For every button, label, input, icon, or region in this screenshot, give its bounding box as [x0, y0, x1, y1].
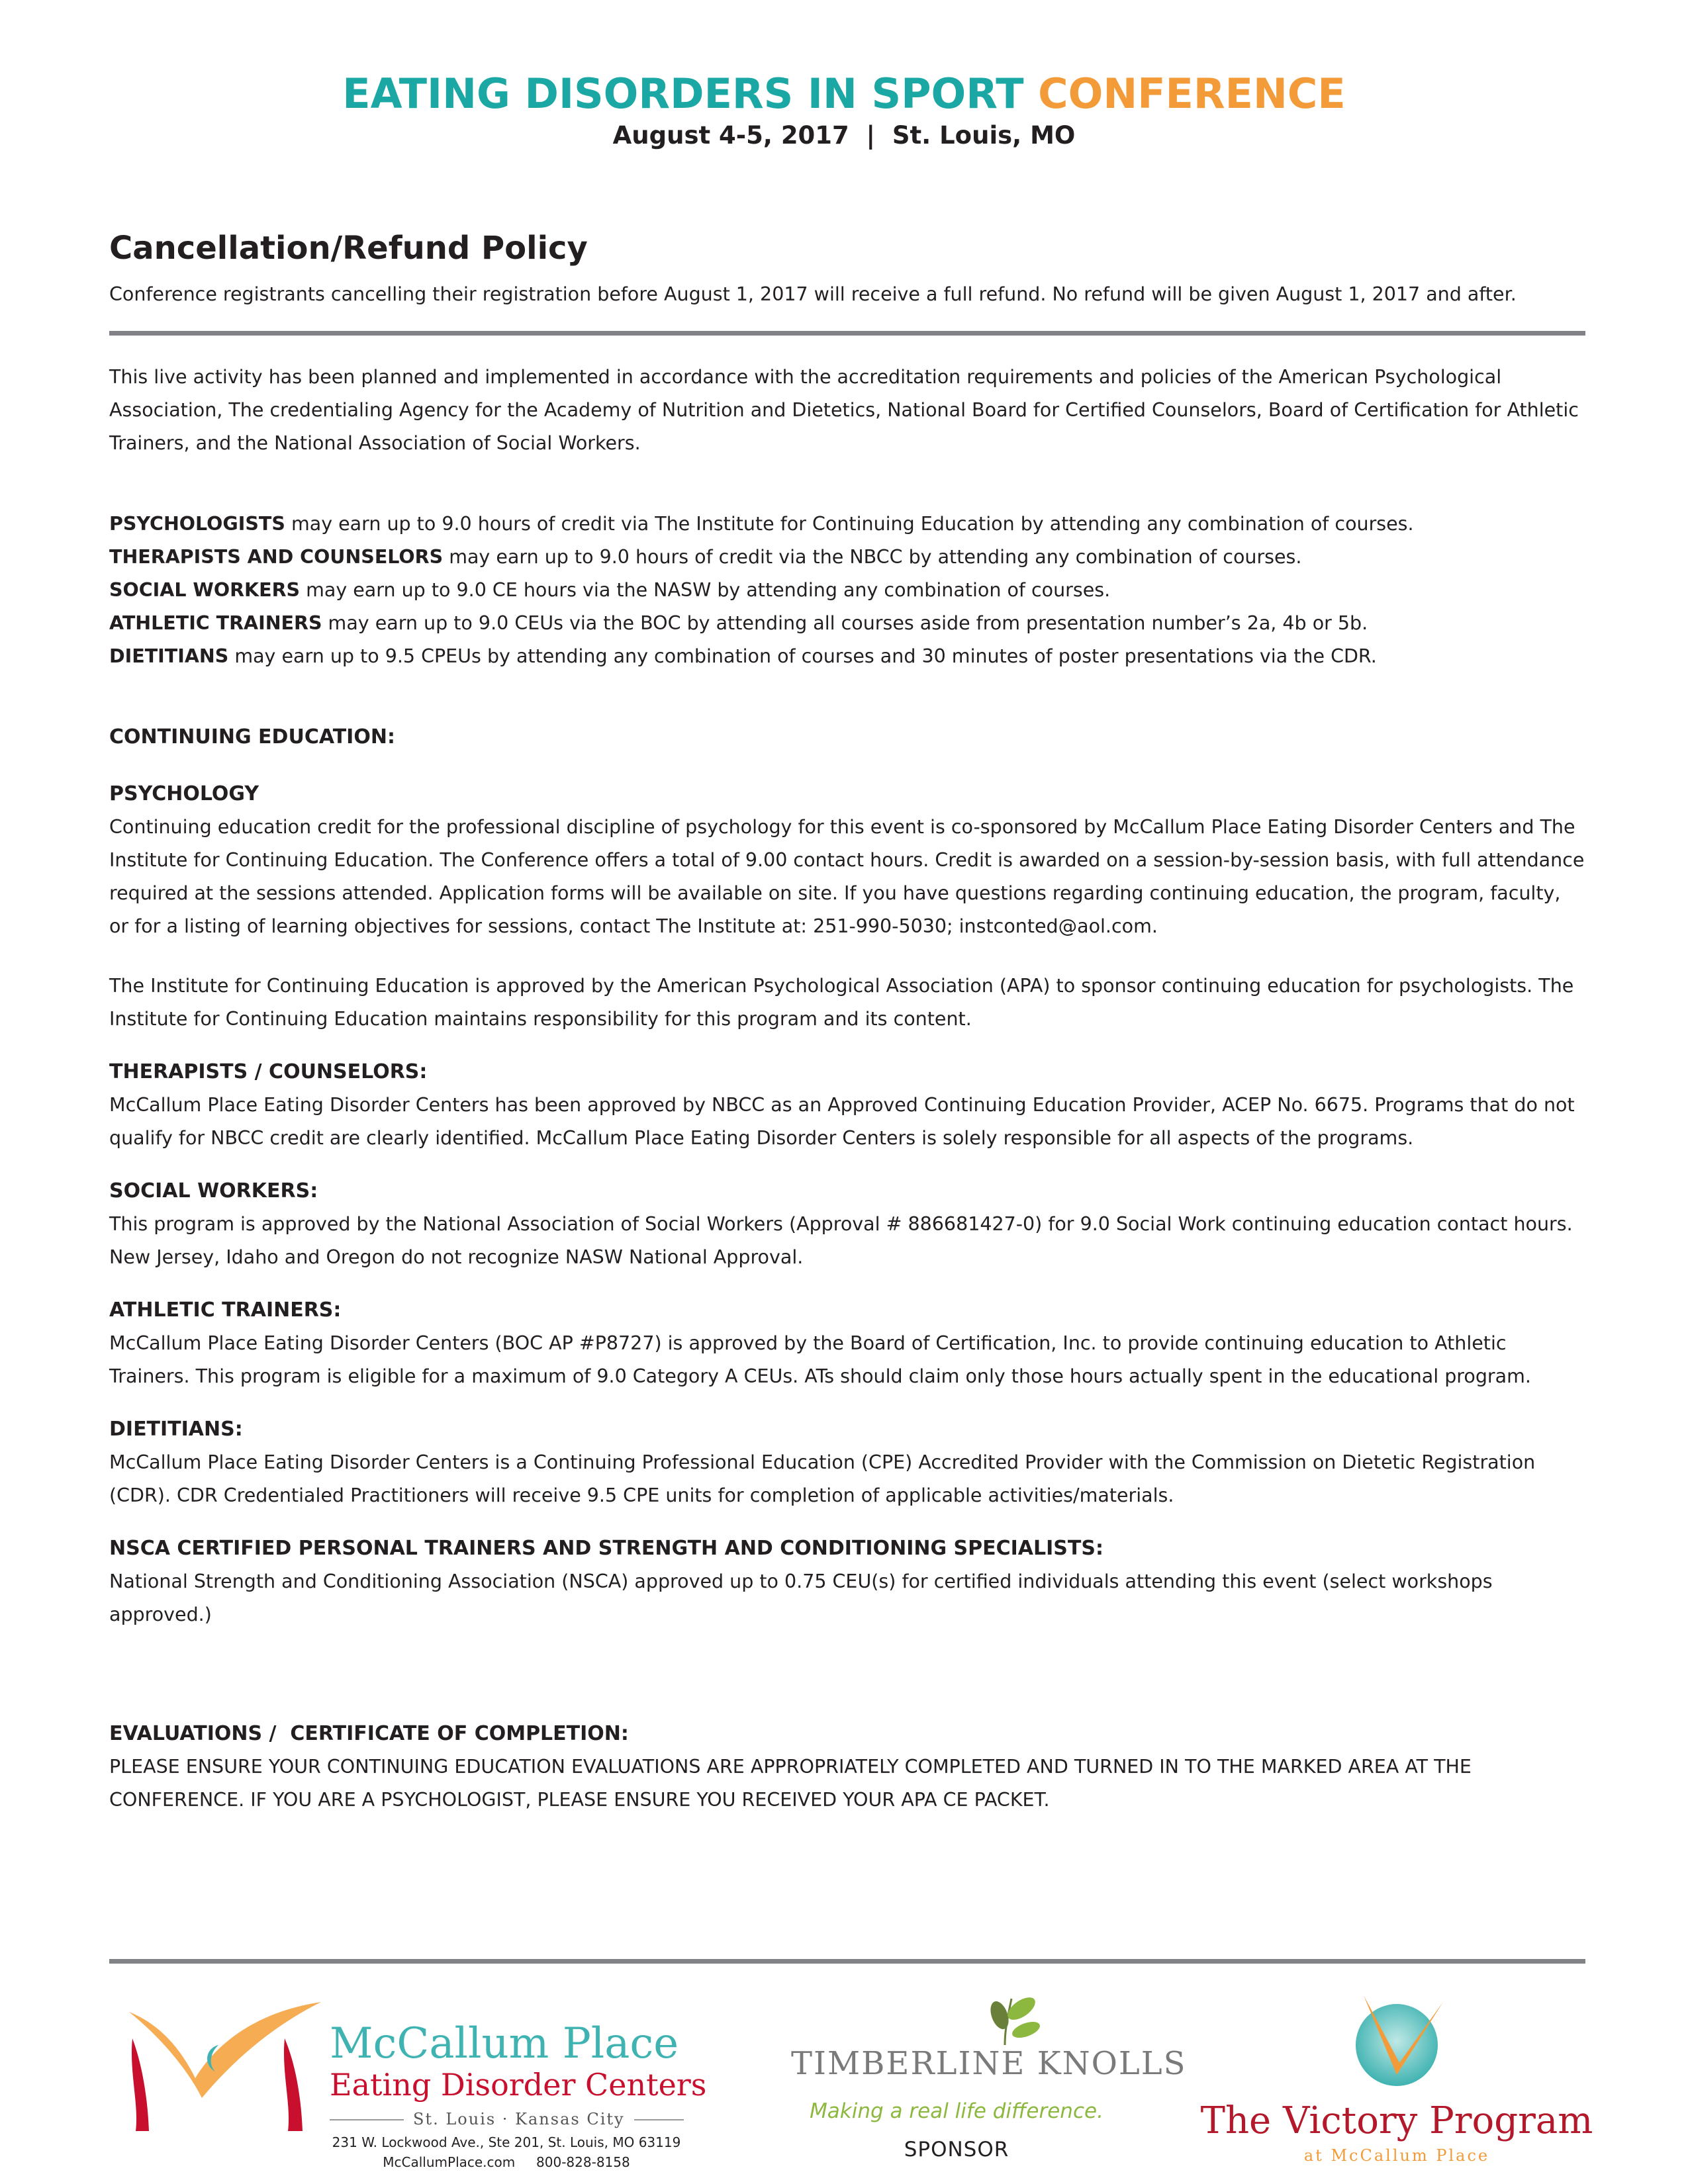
athletic-trainers-heading: ATHLETIC TRAINERS: — [109, 1298, 342, 1322]
mccallum-address: 231 W. Lockwood Ave., Ste 201, St. Louis, MO 63119 — [332, 2134, 681, 2150]
psychology-approval-text: The Institute for Continuing Education is approved by the American Psychological Association (APA) to sponsor continuing education for psychologists. The Institute for Continuing Education maintains responsibility for this program and its content. — [109, 975, 1574, 1030]
dietitians-heading: DIETITIANS: — [109, 1418, 243, 1441]
credit-list — [109, 508, 1585, 673]
psychology-heading: PSYCHOLOGY — [109, 782, 259, 805]
victory-program-logo-mark — [1344, 1989, 1450, 2095]
social-workers-heading: SOCIAL WORKERS: — [109, 1179, 318, 1203]
divider — [109, 331, 1585, 336]
credit-label: PSYCHOLOGISTS — [109, 513, 285, 535]
credit-text: may earn up to 9.0 hours of credit via the NBCC by attending any combination of courses. — [443, 546, 1302, 568]
policy-heading: Cancellation/Refund Policy — [109, 230, 588, 267]
victory-program-name: The Victory Program — [1200, 2099, 1593, 2142]
credit-item — [109, 607, 1585, 640]
accreditation-text: This live activity has been planned and implemented in accordance with the accreditation requirements and policies of the American Psychological Association, The credentialing Agency for the Academy of Nutrition and Dietetics, National Board for Certified Counselors, Board of Certification for Athletic Trainers, and the National Association of Social Workers. — [109, 366, 1579, 454]
ce-heading: CONTINUING EDUCATION: — [109, 725, 395, 749]
mccallum-place-name: McCallum Place — [330, 2019, 679, 2068]
credit-item — [109, 574, 1585, 607]
victory-program-sub: at McCallum Place — [1303, 2146, 1490, 2165]
athletic-trainers-text: McCallum Place Eating Disorder Centers (BOC AP #P8727) is approved by the Board of Certification, Inc. to provide continuing education to Athletic Trainers. This program is eligible for a maximum of 9.0 Category A CEUs. ATs should claim only those hours actually spent in the educational program. — [109, 1332, 1531, 1387]
timberline-knolls-tagline: Making a real life difference. — [810, 2099, 1103, 2123]
credit-label: SOCIAL WORKERS — [109, 579, 301, 601]
evaluations-heading: EVALUATIONS / CERTIFICATE OF COMPLETION: — [109, 1722, 629, 1745]
credit-item — [109, 541, 1585, 574]
credit-label: ATHLETIC TRAINERS — [109, 612, 322, 634]
main-content — [109, 218, 1585, 1817]
social-workers-text: This program is approved by the National Association of Social Workers (Approval # 886681427-0) for 9.0 Social Work continuing education contact hours. New Jersey, Idaho and Oregon do not recognize NASW National Approval. — [109, 1213, 1573, 1268]
leaf-icon — [985, 1989, 1058, 2048]
timberline-knolls-name: TIMBERLINE KNOLLS — [791, 2045, 1187, 2082]
credit-text: may earn up to 9.0 CE hours via the NASW by attending any combination of courses. — [300, 579, 1111, 601]
conference-title-accent: CONFERENCE — [1038, 69, 1346, 118]
conference-date-location: August 4-5, 2017 | St. Louis, MO — [612, 121, 1076, 150]
credit-text: may earn up to 9.5 CPEUs by attending any combination of courses and 30 minutes of poster presentations via the CDR. — [228, 645, 1377, 667]
mccallum-place-subname: Eating Disorder Centers — [330, 2067, 707, 2103]
conference-title-main: EATING DISORDERS IN SPORT — [342, 69, 1024, 118]
psychology-text: Continuing education credit for the professional discipline of psychology for this event is co-sponsored by McCallum Place Eating Disorder Centers and The Institute for Continuing Education. The Conference offers a total of 9.00 contact hours. Credit is awarded on a session-by-session basis, with full attendance required at the sessions attended. Application forms will be available on site. If you have questions regarding continuing education, the program, faculty, or for a listing of learning objectives for sessions, contact The Institute at: 251-990-5030; instconted@aol.com. — [109, 816, 1585, 937]
footer — [0, 1959, 1688, 2184]
therapists-heading: THERAPISTS / COUNSELORS: — [109, 1060, 428, 1083]
conference-title — [0, 68, 1688, 120]
dietitians-text: McCallum Place Eating Disorder Centers is a Continuing Professional Education (CPE) Accredited Provider with the Commission on Dietetic Registration (CDR). CDR Credentialed Practitioners will receive 9.5 CPE units for completion of applicable activities/materials. — [109, 1451, 1536, 1506]
evaluations-text: PLEASE ENSURE YOUR CONTINUING EDUCATION EVALUATIONS ARE APPROPRIATELY COMPLETED AND TURNED IN TO THE MARKED AREA AT THE CONFERENCE. IF YOU ARE A PSYCHOLOGIST, PLEASE ENSURE YOU RECEIVED YOUR APA CE PACKET. — [109, 1756, 1472, 1811]
credit-text: may earn up to 9.0 hours of credit via The Institute for Continuing Education by attending any combination of courses. — [285, 513, 1414, 535]
sponsor-label: SPONSOR — [904, 2138, 1009, 2161]
nsca-text: National Strength and Conditioning Association (NSCA) approved up to 0.75 CEU(s) for certified individuals attending this event (select workshops approved.) — [109, 1570, 1493, 1625]
mccallum-cities: St. Louis · Kansas City — [404, 2108, 634, 2130]
credit-item — [109, 640, 1585, 673]
nsca-heading: NSCA CERTIFIED PERSONAL TRAINERS AND STRENGTH AND CONDITIONING SPECIALISTS: — [109, 1537, 1103, 1560]
therapists-text: McCallum Place Eating Disorder Centers has been approved by NBCC as an Approved Continuing Education Provider, ACEP No. 6675. Programs that do not qualify for NBCC credit are clearly identified. McCallum Place Eating Disorder Centers is solely responsible for all aspects of the programs. — [109, 1094, 1575, 1149]
mccallum-place-logo-mark — [122, 1999, 348, 2131]
credit-label: DIETITIANS — [109, 645, 229, 667]
credit-label: THERAPISTS AND COUNSELORS — [109, 546, 444, 568]
credit-item — [109, 508, 1585, 541]
policy-text: Conference registrants cancelling their registration before August 1, 2017 will receive a full refund. No refund will be given August 1, 2017 and after. — [109, 283, 1517, 305]
credit-text: may earn up to 9.0 CEUs via the BOC by attending all courses aside from presentation number’s 2a, 4b or 5b. — [322, 612, 1368, 634]
mccallum-web-phone: McCallumPlace.com 800-828-8158 — [383, 2154, 630, 2170]
footer-divider — [109, 1959, 1585, 1964]
